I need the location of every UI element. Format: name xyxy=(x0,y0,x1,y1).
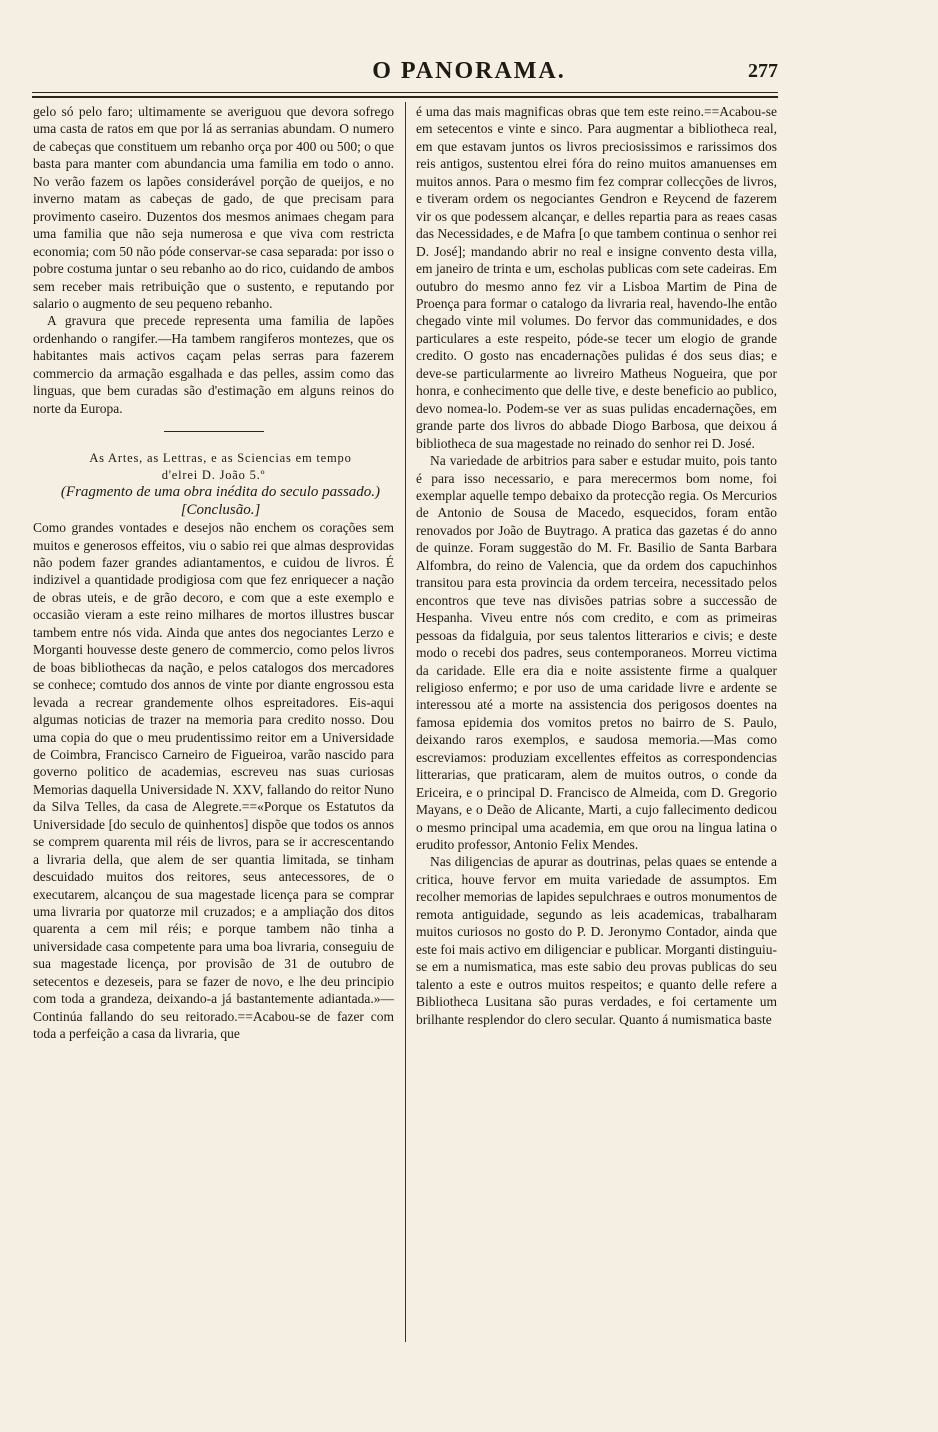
section-subtitle: (Fragmento de uma obra inédita do seculo passado.) xyxy=(60,484,381,501)
header-rule-thin xyxy=(32,92,778,93)
section-title xyxy=(33,450,394,484)
paragraph: é uma das mais magnificas obras que tem este reino.==Acabou-se em setecentos e vinte e sinco. Para augmentar a bibliotheca real, em que estavam juntos os livros preciosissimos e rarissimos dos reis antigos, sustentou elrei fóra do reino muitos amanuenses em muitos annos. Para o mesmo fim fez comprar collecções de livros, e tiveram ordem os negociantes Gendron e Reycend de fazerem vir os que podessem alcançar, e delles repartia para as reaes casas das Necessidades, e de Mafra [o que tambem continua o senhor rei D. José]; mandando abrir no real e insigne convento desta villa, em janeiro de trinta e um, escholas publicas com sete cadeiras. Em outubro do mesmo anno fez vir a Lisboa Martim de Pina de Proença para formar o catalogo da livraria real, havendo-lhe então chegado vinte mil volumes. Do fervor das communidades, e dos particulares a este respeito, póde-se tecer um elogio de grande credito. O gosto nas encadernações pulidas é dos seus dias; e deve-se particularmente ao livreiro Matheus Nogueira, que por honra, e conhecimento que delle tive, e deste beneficio ao publico, devo nomea-lo. Podem-se ver as suas pulidas encadernações, em grande parte dos livros do abbade Diogo Barbosa, que deixou á bibliotheca de sua magestade no reinado do senhor rei D. José. xyxy=(416,104,777,451)
paragraph: gelo só pelo faro; ultimamente se averiguou que devora sofrego uma casta de ratos em que por lá as serranias abundam. O numero de cabeças que constituem um rebanho orça por 400 ou 500; o que basta para manter com abundancia uma familia em todo o anno. No verão fazem os lapões considerável porção de queijos, e no inverno matam as cabeças de gado, de que precisam para provimento caseiro. Duzentos dos mesmos animaes chegam para uma familia que não seja numerosa e que viva com restricta economia; com 50 não póde conservar-se casa separada: por isso o pobre costuma juntar o seu rebanho ao do rico, cuidando de ambos sem receber mais retribuição que o sustento, e reputando por salario o augmento de seu pequeno rebanho. xyxy=(33,104,394,311)
page-number: 277 xyxy=(748,60,778,82)
section-divider xyxy=(164,431,264,432)
paragraph: Na variedade de arbitrios para saber e estudar muito, pois tanto é para isso necessario, e para merecermos bom nome, foi exemplar aquelle tempo debaixo da protecção regia. Os Mercurios de Antonio de Sousa de Macedo, esquecidos, foram então renovados por João de Buytrago. A pratica das gazetas é do anno de quinze. Foram suggestão do M. Fr. Basilio de Santa Barbara Alfombra, do reino de Valencia, que da ordem dos capuchinhos transitou para esta provincia da ordem terceira, necessitado pelos encontros que teve nas divisões patrias sobre a successão de Hespanha. Viveu entre nós com credito, e com as primeiras pessoas da fidalguia, por seus talentos litterarios e civis; e deste modo o recebi dos padres, seus contemporaneos. Morreu victima da caridade. Elle era dia e noite assistente firme a qualquer religioso enfermo; e por uso de uma caridade livre e ardente se interessou até a morte na assistencia dos perigosos doentes na famosa epidemia dos vomitos pretos no bairro de S. Paulo, deixando raros exemplos, e saudosa memoria.—Mas como escreviamos: produziam excellentes effeitos as correspondencias litterarias, que praticaram, alem de muitos outros, o conde da Ericeira, e o principal D. Francisco de Almeida, com D. Gregorio Mayans, e o Deão de Alicante, Marti, a cujo fallecimento dedicou o mesmo principal uma academia, em que orou na lingua latina o erudito professor, Antonio Felix Mendes. xyxy=(416,453,777,853)
section-conclusion-label: [Conclusão.] xyxy=(180,501,261,518)
section-title-line: d'elrei D. João 5.º xyxy=(161,468,266,483)
header-rule-thick xyxy=(32,96,778,98)
section-title-line: As Artes, as Lettras, e as Sciencias em tempo xyxy=(89,451,352,466)
paragraph: A gravura que precede representa uma familia de lapões ordenhando o rangifer.—Ha tambem rangiferos montezes, que os habitantes mais activos caçam pelas serras para fazerem commercio da armação esgalhada e das pelles, assim como das linguas, que bem curadas são d'estimação em alguns reinos do norte da Europa. xyxy=(33,313,394,416)
paragraph: Nas diligencias de apurar as doutrinas, pelas quaes se entende a critica, houve fervor em muita variedade de assumptos. Em recolher memorias de lapides sepulchraes e outros monumentos de remota antiguidade, segundo as leis academicas, trabalharam muitos curiosos no gosto do P. D. Jeronymo Contador, ainda que este foi mais activo em diligenciar e publicar. Morganti distinguiu-se em a numismatica, mas este sabio deu provas publicas do seu talento a este e outros muitos respeitos; e quanto delle refere a Bibliotheca Lusitana são puras verdades, e foi certamente um brilhante resplendor do clero secular. Quanto á numismatica baste xyxy=(416,854,777,1027)
page-header-title: O PANORAMA. xyxy=(372,58,566,84)
column-divider xyxy=(405,102,406,1342)
paragraph: Como grandes vontades e desejos não enchem os corações sem muitos e generosos effeitos, viu o sabio rei que almas desprovidas não podem fazer grandes adiantamentos, e cuidou de livros. É indizivel a quantidade prodigiosa com que fez enriquecer a nação de obras uteis, e de grão decoro, e com que a este exemplo e occasião vieram a este reino milhares de mortos illustres buscar tambem entre nós vida. Ainda que antes dos negociantes Lerzo e Morganti houvesse deste genero de commercio, como pelos livros de boas bibliothecas da nação, e pelos catalogos dos mercadores se conhece; comtudo dos annos de vinte por diante engrossou esta levada a recrear grandemente olhos espreitadores. Eis-aqui algumas noticias de trazer na memoria para credito nosso. Dou uma copia do que o meu prudentissimo reitor em a Universidade de Coimbra, Francisco Carneiro de Figueiroa, varão nascido para governo politico de academias, escreveu nas suas curiosas Memorias daquella Universidade N. XXV, fallando do reitor Nuno da Silva Telles, da casa de Alegrete.==«Porque os Estatutos da Universidade [do seculo de quinhentos] dispõe que todos os annos se comprem quarenta mil réis de livros, para se ir accrescentando a livraria della, que alem de ser quantia limitada, se tinham descuidado muitos dos reitores, seus antecessores, de o executarem, alcançou de sua magestade licença para se comprar uma livraria por quatorze mil cruzados; e a ampliação dos ditos quarenta a cem mil réis; e porque tambem não tinha a universidade casa competente para uma boa livraria, conseguiu de sua magestade licença, por provisão de 31 de outubro de setecentos e dezeseis, para se fazer de novo, e lhe deu principio com toda a grandeza, deixando-a já bastantemente adiantada.»—Continúa fallando do seu reitorado.==Acabou-se de fazer com toda a perfeição a casa da livraria, que xyxy=(33,520,394,1042)
right-column xyxy=(416,103,777,1028)
left-column xyxy=(33,103,394,1043)
